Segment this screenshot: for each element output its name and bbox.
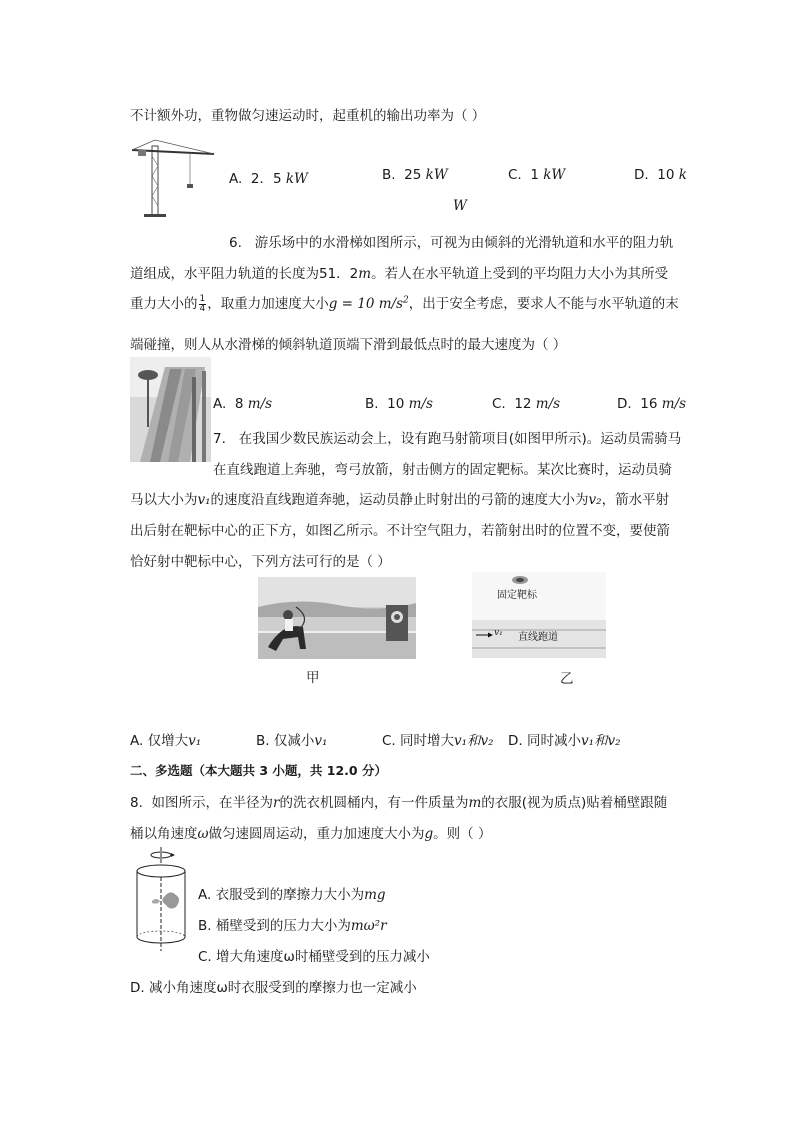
- q7-line3: 马以大小为v₁的速度沿直线跑道奔驰，运动员静止时射出的弓箭的速度大小为v₂，箭水平射: [130, 492, 670, 508]
- figure-yi-diagram: [472, 572, 606, 658]
- figure-yi-v1-label: v₁: [494, 628, 503, 638]
- q8-line1: 8. 如图所示，在半径为r的洗衣机圆桶内，有一件质量为m的衣服(视为质点)贴着桶壁跟随: [130, 795, 668, 811]
- q6-option-d[interactable]: D. 16 m/s: [617, 396, 687, 412]
- section-heading-multiple-choice: 二、多选题（本大题共 3 小题，共 12.0 分）: [130, 763, 387, 778]
- q5-option-d[interactable]: D. 10 k: [634, 167, 687, 183]
- q7-option-a[interactable]: A. 仅增大v₁: [130, 733, 202, 749]
- figure-yi-target-label: 固定靶标: [497, 590, 537, 601]
- q6-line2: 道组成，水平阻力轨道的长度为51．2m。若人在水平轨道上受到的平均阻力大小为其所受: [130, 266, 669, 282]
- q6-option-b[interactable]: B. 10 m/s: [365, 396, 433, 412]
- q6-line1: 6. 游乐场中的水滑梯如图所示，可视为由倾斜的光滑轨道和水平的阻力轨: [229, 235, 674, 251]
- q5-stem-tail: 不计额外功，重物做匀速运动时，起重机的输出功率为（ ）: [130, 108, 486, 124]
- q6-line4: 端碰撞，则人从水滑梯的倾斜轨道顶端下滑到最低点时的最大速度为（ ）: [130, 337, 567, 353]
- q5-option-a[interactable]: A. 2．5 kW: [229, 171, 308, 187]
- q8-option-d[interactable]: D. 减小角速度ω时衣服受到的摩擦力也一定减小: [130, 980, 417, 996]
- fraction-one-quarter: $\frac{1}{4}$: [199, 293, 206, 314]
- q8-line2: 桶以角速度ω做匀速圆周运动，重力加速度大小为g。则（ ）: [130, 826, 492, 842]
- washing-drum-diagram: [130, 845, 192, 953]
- q7-line2: 在直线跑道上奔驰，弯弓放箭，射击侧方的固定靶标。某次比赛时，运动员骑: [213, 462, 672, 478]
- crane-image: [130, 136, 216, 220]
- q6-option-c[interactable]: C. 12 m/s: [492, 396, 561, 412]
- q8-option-a[interactable]: A. 衣服受到的摩擦力大小为mg: [198, 887, 386, 903]
- q5-option-c[interactable]: C. 1 kW: [508, 167, 566, 183]
- q7-line4: 出后射在靶标中心的正下方，如图乙所示。不计空气阻力，若箭射出时的位置不变，要使箭: [130, 523, 670, 539]
- q8-option-c[interactable]: C. 增大角速度ω时桶壁受到的压力减小: [198, 949, 430, 965]
- figure-yi-track-label: 直线跑道: [518, 632, 558, 643]
- q7-line5: 恰好射中靶标中心，下列方法可行的是（ ）: [130, 554, 391, 570]
- q5-option-b[interactable]: B. 25 kW: [382, 167, 448, 183]
- q5-option-d-wrap: W: [453, 198, 467, 214]
- figure-yi-caption: 乙: [560, 671, 574, 687]
- q7-option-b[interactable]: B. 仅减小v₁: [256, 733, 328, 749]
- figure-jia-caption: 甲: [306, 670, 320, 686]
- water-slide-image: [130, 357, 211, 462]
- q7-option-c[interactable]: C. 同时增大v₁和v₂: [382, 733, 494, 749]
- q7-option-d[interactable]: D. 同时减小v₁和v₂: [508, 733, 621, 749]
- q6-option-a[interactable]: A. 8 m/s: [213, 396, 273, 412]
- q6-line3: 重力大小的 $\frac{1}{4}$ ，取重力加速度大小g = 10 $m/s^2$，出于安全考虑，要求人不能与水平轨道的末: [130, 293, 679, 314]
- q8-option-b[interactable]: B. 桶壁受到的压力大小为mω²r: [198, 918, 387, 934]
- horse-archery-photo: [258, 577, 416, 659]
- q7-line1: 7. 在我国少数民族运动会上，设有跑马射箭项目(如图甲所示)。运动员需骑马: [213, 431, 682, 447]
